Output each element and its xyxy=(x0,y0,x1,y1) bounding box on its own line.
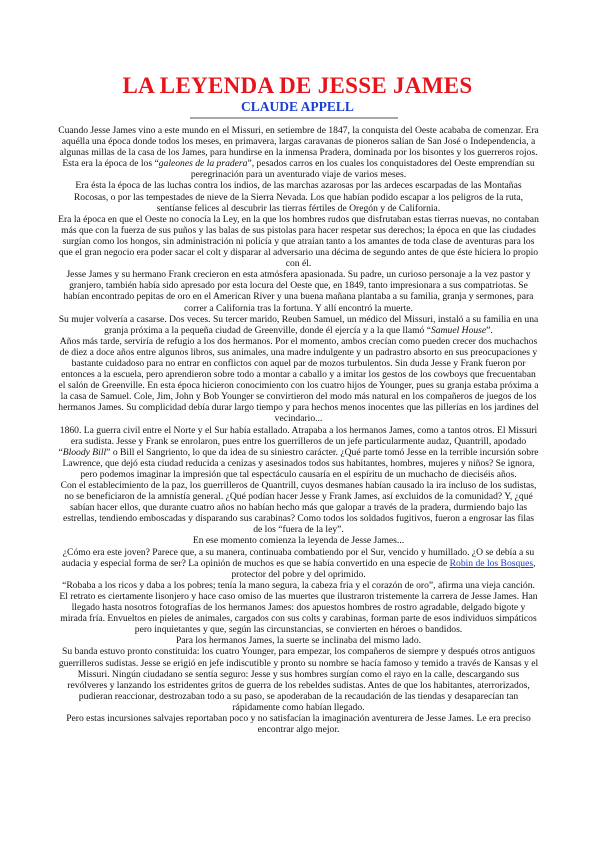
paragraph-text: ” o Bill el Sangriento, lo que da idea de su siniestro carácter. ¿Qué parte tomó Jesse en la terrible incursión sobre Lawrence, que dejó esta ciudad reducida a cenizas y asesinados todos sus habitantes, hombres, mujeres y niños? Se ignora, pero podemos imaginar la impresión que tal espectáculo causaría en el espíritu de un muchacho de dieciséis años. xyxy=(62,446,539,480)
document-author: CLAUDE APPELL xyxy=(241,99,354,114)
paragraph-text: Era ésta la época de las luchas contra los indios, de las marchas azarosas por las ardeces escarpadas de las Montañas Rocosas, o por las tempestades de nieve de la Sierra Nevada. Los que habían podido escapar a los peligros de la ruta, sentíanse felices al descubrir las tierras fértiles de Oregón y de California. xyxy=(73,180,524,214)
paragraph xyxy=(58,591,539,635)
paragraph xyxy=(58,635,539,646)
paragraph-text: 1860. La guerra civil entre el Norte y el Sur había estallado. Atrapaba a los hermanos James, como a tantos otros. El Missuri era sudista. Jesse y Frank se enrolaron, pues entre los guerrilleros de un jefe particularmente audaz, Quantrill, apodado “ xyxy=(58,424,538,458)
paragraph-text: Su banda estuvo pronto constituida: los cuatro Younger, para empezar, los compañeros de siempre y después otros antiguos guerrilleros sudistas. Jesse se erigió en jefe indiscutible y pronto su nombre se hacía famoso y temido a través de Kansas y el Missuri. Ningún ciudadano se sentía seguro: Jesse y sus hombres surgían como el rayo en la calle, descargando sus revólveres y lanzando los estridentes gritos de guerra de los rebeldes sudistas. Antes de que los habitantes, aterrorizados, pudieran reaccionar, destrozaban todo a su paso, se apoderaban de la recaudación de las tiendas y desaparecían tan rápidamente como habían llegado. xyxy=(58,646,539,713)
robin-hood-link[interactable]: Robin de los Bosques xyxy=(449,557,534,569)
paragraph-text: ”. xyxy=(486,324,493,336)
paragraph-text: Años más tarde, serviría de refugio a los dos hermanos. Por el momento, ambos crecían como pueden crecer dos muchachos de diez a doce años entre algunos libros, sus animales, una madre indulgente y un padrastro absorto en sus preocupaciones y bastante cuidadoso para no entrar en conflictos con aquel par de mozos turbulentos. Sin duda Jesse y Frank fueron por entonces a la escuela, pero aprendieron sobre todo a montar a caballo y a imitar los gestos de los cowboys que frecuentaban el salón de Greenville. En esta época hicieron conocimiento con los cuatro hijos de Younger, pues su granja estaba próxima a la casa de Samuel. Cole, Jim, John y Bob Younger se convirtieron del modo más natural en los compañeros de juegos de los hermanos James. Su complicidad debía durar largo tiempo y para hechos menos inocentes que las pillerías en los jardines del vecindario... xyxy=(58,335,539,425)
paragraph-text: Cuando Jesse James vino a este mundo en el Missuri, en setiembre de 1847, la conquista del Oeste acababa de comenzar. Era aquélla una época donde todos los meses, en primavera, largas caravanas de pioneros salían de San José o Independencia, a algunas millas de la casa de los James, para hundirse en la inmensa Pradera, dominada por los bisontes y los guerreros rojos. Esta era la época de los “ xyxy=(58,125,539,170)
paragraph-text: Con el establecimiento de la paz, los guerrilleros de Quantrill, cuyos desmanes habían causado la ira incluso de los sudistas, no se beneficiaron de la amnistía general. ¿Qué podían hacer Jesse y Frank James, así excluidos de la comunidad? Y, ¿qué sabían hacer ellos, que durante cuatro años no habían hecho más que galopar a través de la pradera, durmiendo bajo las estrellas, tendiendo emboscadas y disparando sus carabinas? Como todos los soldados fugitivos, fueron a engrosar las filas de los “fuera de la ley”. xyxy=(60,480,537,536)
paragraph-text: Para los hermanos James, la suerte se inclinaba del mismo lado. xyxy=(175,635,422,647)
paragraph xyxy=(58,180,539,213)
title-divider xyxy=(190,117,398,119)
document-body xyxy=(58,125,539,735)
paragraph-text: Jesse James y su hermano Frank crecieron en esta atmósfera apasionada. Su padre, un curioso personaje a la vez pastor y granjero, también había sido apresado por esta locura del Oeste que, en 1849, tanto impresionara a sus compatriotas. Se habían encontrado pepitas de oro en el American River y una buena mañana plantaba a su familia, granja y sermones, para correr a California tras la fortuna. Y allí encontró la muerte. xyxy=(63,269,534,314)
paragraph xyxy=(58,314,539,336)
paragraph xyxy=(58,269,539,313)
paragraph xyxy=(58,547,539,580)
paragraph-text: En ese momento comienza la leyenda de Jesse James... xyxy=(192,535,405,547)
paragraph xyxy=(58,535,539,546)
italic-term: Samuel House xyxy=(431,324,487,336)
paragraph xyxy=(58,425,539,480)
paragraph xyxy=(58,125,539,180)
paragraph-text: ¿Cómo era este joven? Parece que, a su manera, continuaba combatiendo por el Sur, vencido y humillado. ¿O se debía a su audacia y especial forma de ser? La opinión de muchos es que se había convertido en una especie de xyxy=(61,546,535,569)
paragraph xyxy=(58,646,539,713)
italic-term: galeones de la pradera xyxy=(158,158,248,170)
paragraph xyxy=(58,214,539,269)
paragraph-text: “Robaba a los ricos y daba a los pobres; tenía la mano segura, la cabeza fría y el corazón de oro”, afirma una vieja canción. xyxy=(62,579,535,591)
paragraph-text: Pero estas incursiones salvajes reportaban poco y no satisfacían la imaginación aventurera de Jesse James. Le era preciso encontrar algo mejor. xyxy=(66,712,531,736)
paragraph xyxy=(58,336,539,425)
paragraph-text: El retrato es ciertamente lisonjero y hace caso omiso de las muertes que ilustraron tristemente la carrera de Jesse James. Han llegado hasta nosotros fotografías de los hermanos James: dos apuestos hombres de rostro agradable, delgado bigote y mirada fría. Envueltos en pieles de animales, cargados con sus colts y carabinas, forman parte de esos individuos simpáticos pero inquietantes y que, según las circunstancias, se convierten en héroes o bandidos. xyxy=(59,590,538,636)
paragraph xyxy=(58,713,539,735)
document-title: LA LEYENDA DE JESSE JAMES xyxy=(122,73,473,98)
paragraph-text: ”, pesados carros en los cuales los conquistadores del Oeste emprendían su peregrinación para un aventurado viaje de varios meses. xyxy=(190,158,535,181)
paragraph xyxy=(58,580,539,591)
paragraph-text: , protector del pobre y del oprimido. xyxy=(231,557,536,580)
paragraph-text: Su mujer volvería a casarse. Dos veces. Su tercer marido, Reuben Samuel, un médico del Missuri, instaló a su familia en una granja próxima a la pequeña ciudad de Greenville, donde él ejercía y a la que llamó “ xyxy=(58,313,539,336)
paragraph-text: Era la época en que el Oeste no conocía la Ley, en la que los hombres rudos que disfrutaban estas tierras nuevas, no contaban más que con la fuerza de sus puños y las balas de sus pistolas para hacer respetar sus derechos; la época en que las ciudades surgían como los hongos, sin administración ni policía y que atraían tanto a los amantes de toda clase de aventuras para los que el gran negocio era poder sacar el colt y disparar al adversario una décima de segundo antes de que éste hiciera lo propio con él. xyxy=(58,213,539,270)
italic-term: Bloody Bill xyxy=(62,446,107,458)
paragraph xyxy=(58,480,539,535)
